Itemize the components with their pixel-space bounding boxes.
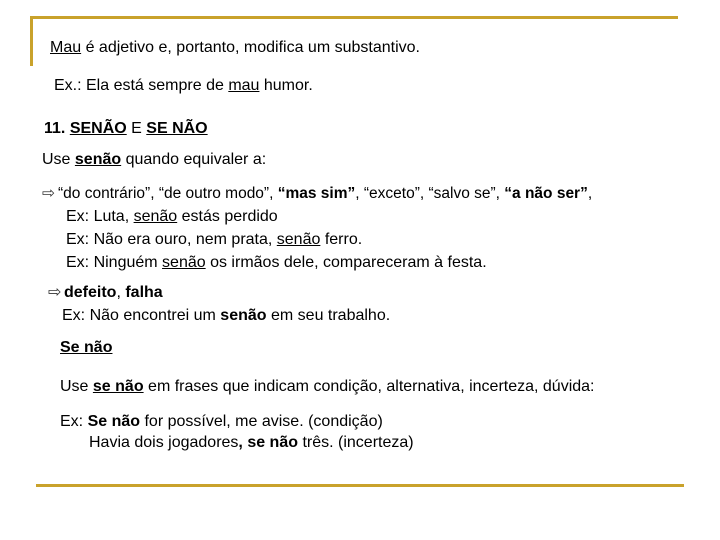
example-5: Ex: Se não for possível, me avise. (condição) — [60, 413, 383, 430]
mau-example: Ex.: Ela está sempre de mau humor. — [54, 77, 313, 94]
heading-se-nao: SE NÃO — [146, 120, 208, 137]
top-border-line — [30, 16, 678, 19]
example-3: Ex: Ninguém senão os irmãos dele, compareceram à festa. — [66, 254, 487, 271]
mau-definition: Mau é adjetivo e, portanto, modifica um substantivo. — [50, 39, 420, 56]
term-se-nao: se não — [92, 378, 144, 395]
bullet-equivalents: ⇨ “do contrário”, “de outro modo”, “mas sim”, “exceto”, “salvo se”, “a não ser”, — [42, 185, 593, 202]
section-heading: 11. SENÃO E SE NÃO — [44, 120, 208, 137]
hollow-arrow-right-icon: ⇨ — [42, 185, 55, 202]
example-2: Ex: Não era ouro, nem prata, senão ferro. — [66, 231, 363, 248]
use-se-nao-line: Use se não em frases que indicam condição, alternativa, incerteza, dúvida: — [60, 378, 595, 395]
left-border-line — [30, 16, 33, 66]
example-6: Havia dois jogadores, se não três. (incerteza) — [89, 434, 414, 451]
hollow-arrow-right-icon: ⇨ — [48, 284, 62, 301]
example-4: Ex: Não encontrei um senão em seu trabalho. — [62, 307, 391, 324]
term-senao: senão — [74, 151, 122, 168]
heading-senao: SENÃO — [69, 120, 127, 137]
use-senao-line: Use senão quando equivaler a: — [42, 151, 267, 168]
bullet-defeito: ⇨ defeito, falha — [48, 284, 163, 301]
se-nao-heading: Se não — [60, 339, 113, 356]
bottom-border-line — [36, 484, 684, 487]
term-mau-example: mau — [228, 77, 260, 94]
term-mau: Mau — [50, 39, 82, 56]
example-1: Ex: Luta, senão estás perdido — [66, 208, 278, 225]
